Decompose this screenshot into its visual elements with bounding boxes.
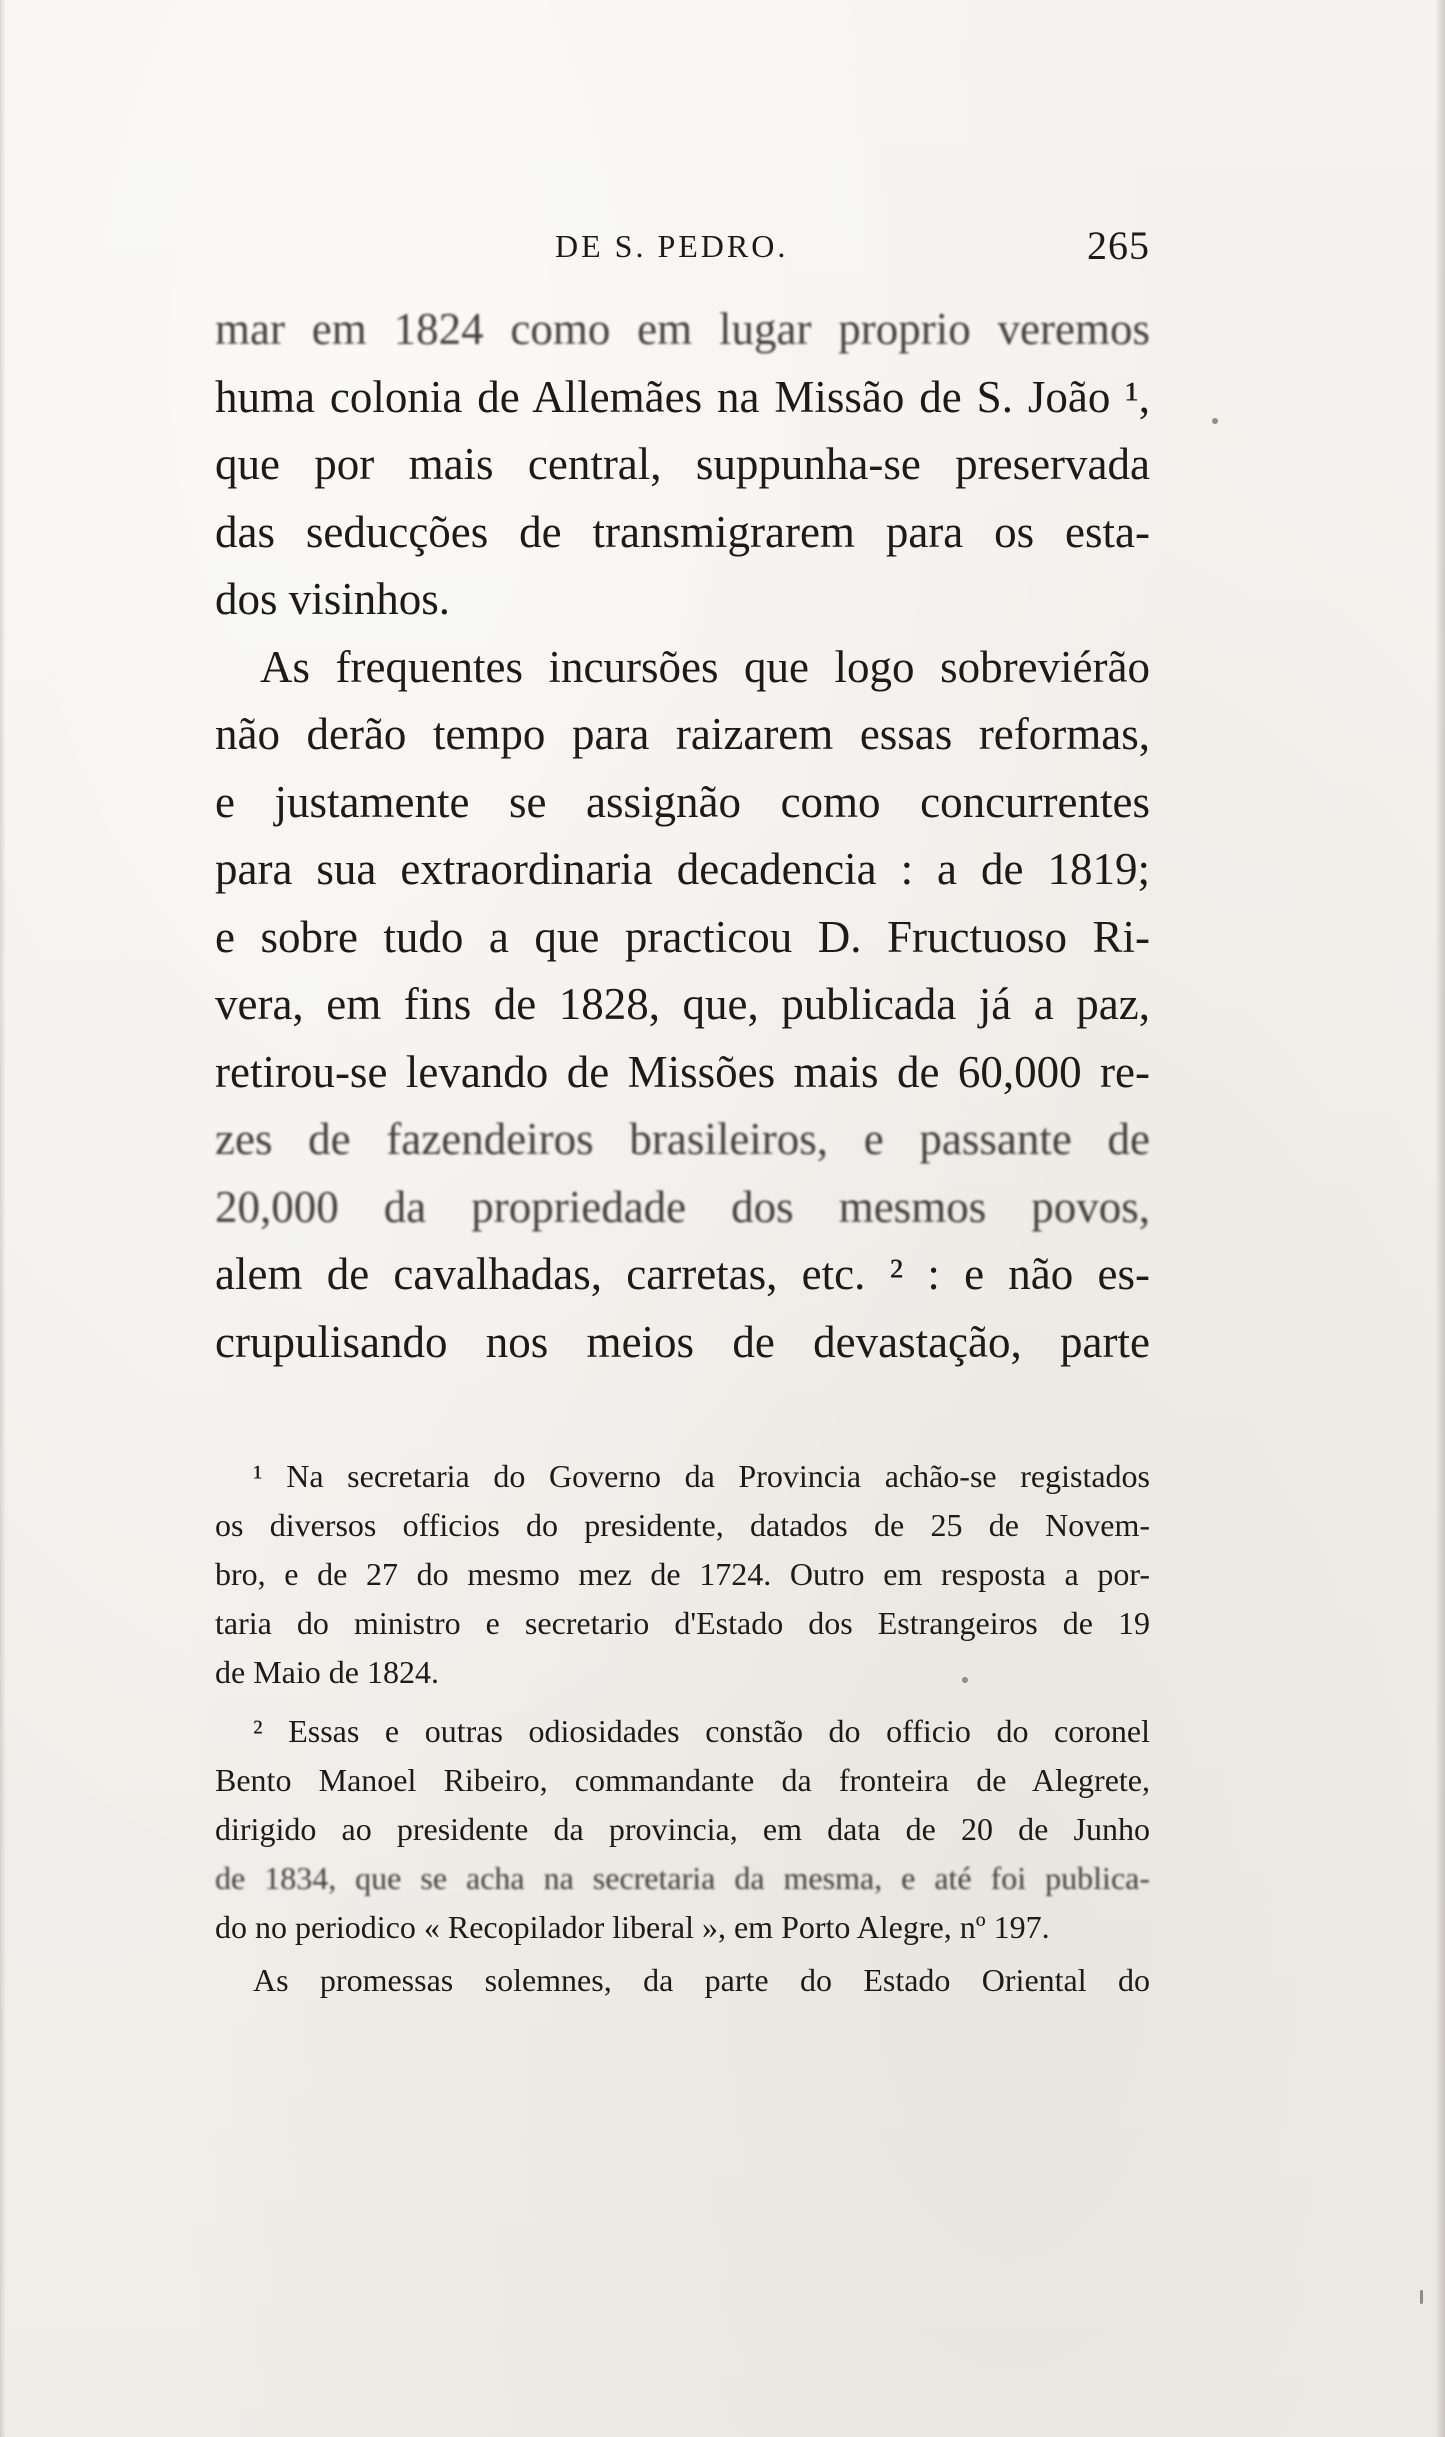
text-line: mar em 1824 como em lugar proprio veremos [215, 304, 1150, 354]
text-line: para sua extraordinaria decadencia : a de 1819; [215, 844, 1150, 894]
text-line: crupulisando nos meios de devastação, parte [215, 1316, 1150, 1367]
continuation-text [215, 1956, 1150, 2005]
text-line: retirou-se levando de Missões mais de 60,000 re- [215, 1046, 1150, 1097]
text-line: das seducções de transmigrarem para os esta- [215, 506, 1150, 557]
footnote-line: ² Essas e outras odiosidades constão do officio do coronel [253, 1713, 1150, 1749]
text-line: e sobre tudo a que practicou D. Fructuoso Ri- [215, 911, 1150, 962]
footnote-line: de Maio de 1824. [215, 1654, 439, 1690]
running-head: DE S. PEDRO. [555, 228, 789, 264]
footnote-line: Bento Manoel Ribeiro, commandante da fronteira de Alegrete, [215, 1762, 1150, 1798]
page-right-edge [1435, 0, 1445, 2437]
footnote-line: os diversos officios do presidente, datados de 25 de Novem- [215, 1507, 1150, 1543]
continuation-line: As promessas solemnes, da parte do Estado Oriental do [253, 1962, 1150, 1998]
text-line: As frequentes incursões que logo sobreviérão [260, 641, 1150, 692]
text-line: não derão tempo para raizarem essas reformas, [215, 709, 1150, 759]
footnote-line: do no periodico « Recopilador liberal », em Porto Alegre, nº 197. [215, 1909, 1050, 1945]
main-text [215, 296, 1150, 1376]
footnote-line: dirigido ao presidente da provincia, em data de 20 de Junho [215, 1811, 1150, 1847]
page-header [215, 223, 1150, 278]
page-left-edge [0, 0, 6, 2437]
text-line: e justamente se assignão como concurrentes [215, 776, 1150, 827]
footnote-2 [215, 1707, 1150, 1952]
footnote-spacer [215, 1697, 1150, 1707]
paper-speck [962, 1677, 968, 1683]
text-line: 20,000 da propriedade dos mesmos povos, [215, 1181, 1150, 1232]
footnote-line: bro, e de 27 do mesmo mez de 1724. Outro em resposta a por- [215, 1556, 1150, 1592]
footnote-line: ¹ Na secretaria do Governo da Provincia achão-se registados [253, 1458, 1150, 1494]
text-line: que por mais central, suppunha-se preservada [215, 439, 1150, 489]
text-line: huma colonia de Allemães na Missão de S. João ¹, [215, 371, 1150, 422]
text-line: alem de cavalhadas, carretas, etc. ² : e não es- [215, 1249, 1150, 1299]
footnote-line: taria do ministro e secretario d'Estado dos Estrangeiros de 19 [215, 1605, 1150, 1641]
footnote-1 [215, 1452, 1150, 1697]
paper-speck [1212, 418, 1218, 424]
page-number: 265 [1087, 223, 1150, 268]
text-line: vera, em fins de 1828, que, publicada já a paz, [215, 979, 1150, 1029]
text-line: zes de fazendeiros brasileiros, e passante de [215, 1114, 1150, 1164]
text-line: dos visinhos. [215, 574, 451, 624]
footnotes [215, 1452, 1150, 1952]
paper-mark [1420, 2290, 1423, 2304]
footnote-line: de 1834, que se acha na secretaria da mesma, e até foi publica- [215, 1860, 1150, 1896]
